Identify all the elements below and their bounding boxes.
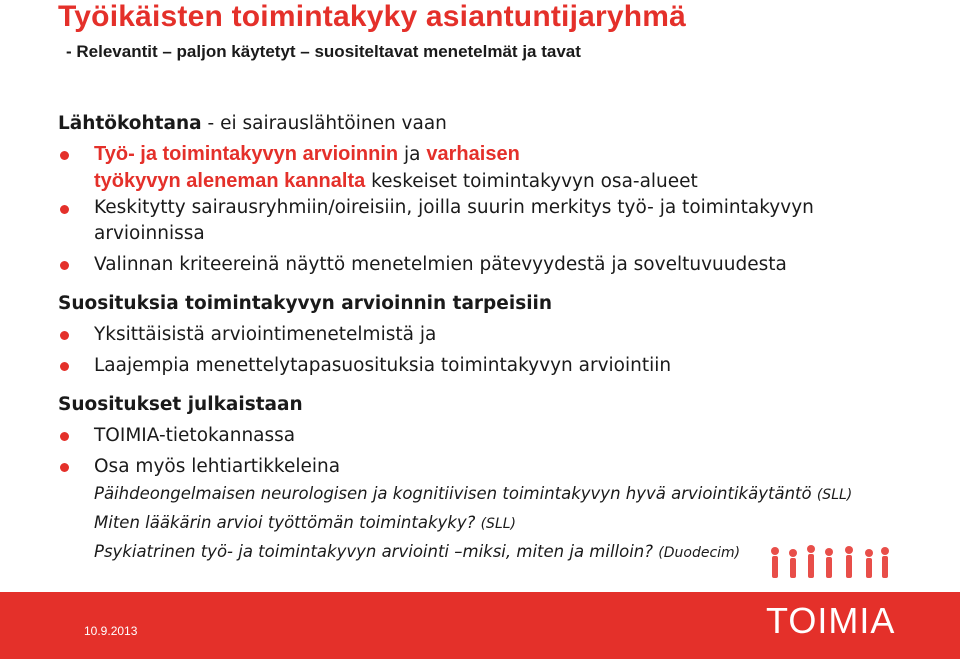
list-item bbox=[58, 422, 958, 449]
bullet-icon bbox=[60, 331, 69, 340]
article-source: (SLL) bbox=[480, 516, 517, 532]
text: arvioinnissa bbox=[94, 223, 205, 244]
text: Laajempia menettelytapasuosituksia toimintakyvyn arviointiin bbox=[94, 355, 672, 376]
heading-text: Suosituksia toimintakyvyn arvioinnin tarpeisiin bbox=[58, 293, 553, 314]
text: keskeiset toimintakyvyn osa-alueet bbox=[365, 171, 698, 192]
bullet-icon bbox=[60, 362, 69, 371]
bullet-icon bbox=[60, 463, 69, 472]
bullet-icon bbox=[60, 261, 69, 270]
list-item bbox=[58, 321, 958, 348]
people-silhouettes-icon bbox=[765, 543, 895, 593]
footer-bar bbox=[0, 592, 960, 659]
footer-date: 10.9.2013 bbox=[84, 624, 138, 638]
article-source: (SLL) bbox=[816, 487, 853, 503]
section-recommendations-heading bbox=[58, 292, 958, 315]
page-title: Työikäisten toimintakyky asiantuntijaryhmä bbox=[58, 0, 687, 33]
article-title: Miten lääkärin arvioi työttömän toimintakyky? bbox=[94, 513, 481, 532]
text: TOIMIA-tietokannassa bbox=[94, 425, 296, 446]
highlight-text: Työ- ja toimintakyvyn arvioinnin bbox=[94, 143, 399, 165]
text: Valinnan kriteereinä näyttö menetelmien pätevyydestä ja soveltuvuudesta bbox=[94, 254, 787, 275]
bullet-icon bbox=[60, 151, 69, 160]
list-item bbox=[58, 195, 958, 247]
list-item bbox=[58, 251, 958, 278]
text: Yksittäisistä arviointimenetelmistä ja bbox=[94, 324, 437, 345]
highlight-text: työkyvyn aleneman kannalta bbox=[94, 170, 366, 192]
article-item bbox=[58, 480, 958, 509]
page-subtitle: - Relevantit – paljon käytetyt – suositeltavat menetelmät ja tavat bbox=[66, 42, 581, 61]
section-publishing-heading bbox=[58, 393, 958, 416]
toimia-logo: TOIMIA bbox=[766, 600, 896, 641]
list-item bbox=[58, 141, 958, 195]
text: Keskitytty sairausryhmiin/oireisiin, joilla suurin merkitys työ- ja toimintakyvyn bbox=[94, 197, 814, 218]
heading-text: Suositukset julkaistaan bbox=[58, 394, 303, 415]
heading-rest: - ei sairauslähtöinen vaan bbox=[201, 113, 447, 134]
slide-content bbox=[58, 112, 958, 567]
text: Osa myös lehtiartikkeleina bbox=[94, 456, 341, 477]
highlight-text: varhaisen bbox=[426, 143, 520, 165]
bullet-icon bbox=[60, 432, 69, 441]
article-title: Päihdeongelmaisen neurologisen ja kognitiivisen toimintakyvyn hyvä arviointikäytäntö bbox=[94, 484, 817, 503]
heading-bold: Lähtökohtana bbox=[58, 113, 202, 134]
bullet-icon bbox=[60, 205, 69, 214]
list-item bbox=[58, 453, 958, 480]
article-item bbox=[58, 509, 958, 538]
section-starting-point-heading bbox=[58, 112, 958, 135]
text: ja bbox=[398, 144, 427, 165]
article-title: Psykiatrinen työ- ja toimintakyvyn arviointi –miksi, miten ja milloin? bbox=[94, 542, 659, 561]
list-item bbox=[58, 352, 958, 379]
article-source: (Duodecim) bbox=[658, 545, 741, 561]
